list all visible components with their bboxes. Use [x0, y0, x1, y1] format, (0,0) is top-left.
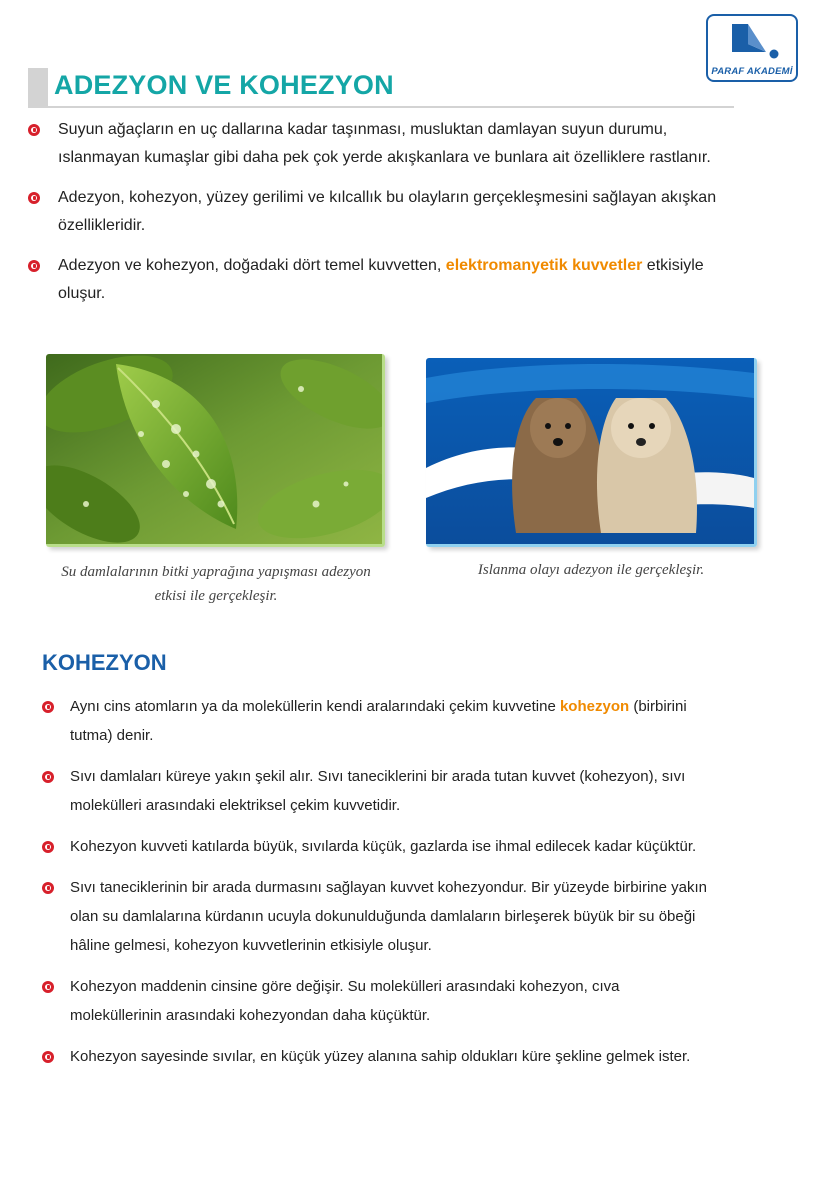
kohezyon-bullet-item [70, 692, 710, 750]
bullet-icon [28, 124, 40, 136]
kohezyon-bullet-text: Kohezyon kuvveti katılarda büyük, sıvılarda küçük, gazlarda ise ihmal edilecek kadar küçüktür. [70, 838, 697, 855]
bullet-icon [42, 981, 54, 993]
highlight-term: elektromanyetik kuvvetler [445, 257, 643, 274]
kohezyon-bullet-item [70, 762, 710, 820]
bullet-icon [42, 701, 54, 713]
intro-bullet-item [58, 184, 738, 240]
kohezyon-bullet-text: Aynı cins atomların ya da moleküllerin kendi aralarındaki çekim kuvvetine [70, 698, 560, 715]
kohezyon-bullet-list [70, 692, 710, 1083]
title-accent-bar [28, 68, 48, 106]
bullet-icon [28, 260, 40, 272]
kohezyon-bullet-item [70, 873, 710, 960]
bullet-icon [28, 192, 40, 204]
bullet-icon [42, 841, 54, 853]
section-title-kohezyon: KOHEZYON [42, 650, 167, 675]
paraf-akademi-logo [706, 14, 798, 82]
intro-bullet-item [58, 252, 738, 308]
title-underline [28, 106, 734, 108]
bullet-icon [42, 771, 54, 783]
bullet-icon [42, 1051, 54, 1063]
leaf-photo-caption: Su damlalarının bitki yaprağına yapışması adezyon etkisi ile gerçekleşir. [61, 564, 371, 604]
wet-dogs-pool-photo [426, 358, 757, 547]
intro-bullet-list [58, 116, 738, 320]
page-title: ADEZYON VE KOHEZYON [54, 70, 394, 100]
kohezyon-bullet-text: Kohezyon sayesinde sıvılar, en küçük yüzey alanına sahip oldukları küre şekline gelmek ister. [70, 1048, 691, 1065]
kohezyon-bullet-text: Sıvı damlaları küreye yakın şekil alır. Sıvı taneciklerini bir arada tutan kuvvet (kohezyon), sıvı molekülleri arasındaki elektriksel çekim kuvvetidir. [70, 768, 686, 814]
dogs-photo-caption: Islanma olayı adezyon ile gerçekleşir. [477, 562, 705, 578]
leaf-water-drops-photo [46, 354, 385, 547]
intro-bullet-text: etkisiyle oluşur. [58, 257, 704, 302]
intro-bullet-text: Adezyon, kohezyon, yüzey gerilimi ve kılcallık bu olayların gerçekleşmesini sağlayan akışkan özellikleridir. [58, 189, 717, 234]
kohezyon-bullet-text: Sıvı taneciklerinin bir arada durmasını sağlayan kuvvet kohezyondur. Bir yüzeyde birbirine yakın olan su damlalarına kürdanın ucuyla dokunulduğunda damlaların birleşerek büyük bir su öbeği hâline gelmesi, kohezyon kuvvetlerinin etkisiyle oluşur. [70, 879, 707, 954]
bullet-icon [42, 882, 54, 894]
logo-text: PARAF AKADEMİ [711, 66, 793, 77]
kohezyon-bullet-text: Kohezyon maddenin cinsine göre değişir. Su molekülleri arasındaki kohezyon, cıva moleküllerinin arasındaki kohezyondan daha küçüktür. [70, 978, 620, 1024]
logo-arrow-icon [726, 22, 782, 62]
intro-bullet-text: Suyun ağaçların en uç dallarına kadar taşınması, musluktan damlayan suyun durumu, ıslanmayan kumaşlar gibi daha pek çok yerde akışkanlara ve bunlara ait özelliklere rastlanır. [58, 121, 711, 166]
kohezyon-bullet-text: (birbirini tutma) denir. [70, 698, 687, 744]
kohezyon-bullet-item [70, 1042, 710, 1071]
intro-bullet-text: Adezyon ve kohezyon, doğadaki dört temel kuvvetten, [58, 257, 446, 274]
highlight-term: kohezyon [559, 698, 630, 715]
kohezyon-bullet-item [70, 972, 710, 1030]
intro-bullet-item [58, 116, 738, 172]
kohezyon-bullet-item [70, 832, 710, 861]
